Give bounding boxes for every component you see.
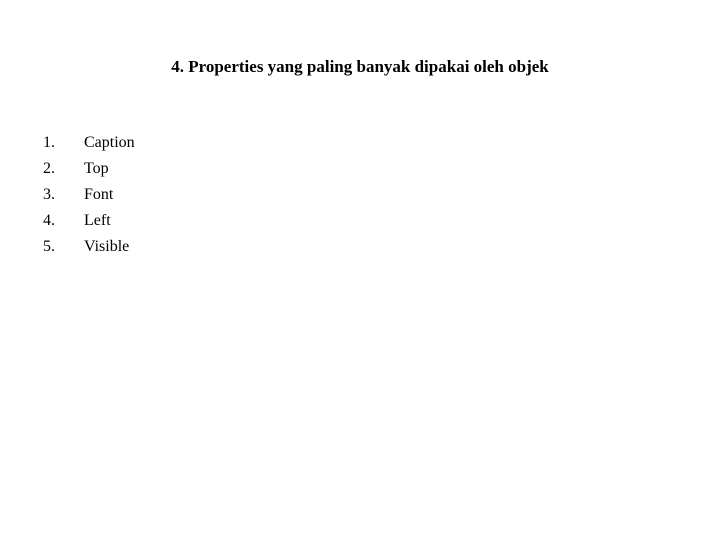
list-item-number: 3. [43, 186, 55, 203]
page-title: 4. Properties yang paling banyak dipakai oleh objek [171, 57, 549, 76]
properties-list [43, 130, 135, 260]
list-item-label: Font [84, 186, 114, 203]
list-item-label: Visible [84, 238, 130, 255]
list-item [43, 182, 135, 208]
list-item-number: 1. [43, 134, 55, 151]
list-item-label: Caption [84, 134, 135, 151]
list-item [43, 208, 135, 234]
list-item [43, 234, 135, 260]
list-item-number: 4. [43, 212, 55, 229]
list-item-label: Left [84, 212, 111, 229]
list-item-number: 5. [43, 238, 55, 255]
list-item [43, 130, 135, 156]
list-item-label: Top [84, 160, 109, 177]
list-item [43, 156, 135, 182]
list-item-number: 2. [43, 160, 55, 177]
